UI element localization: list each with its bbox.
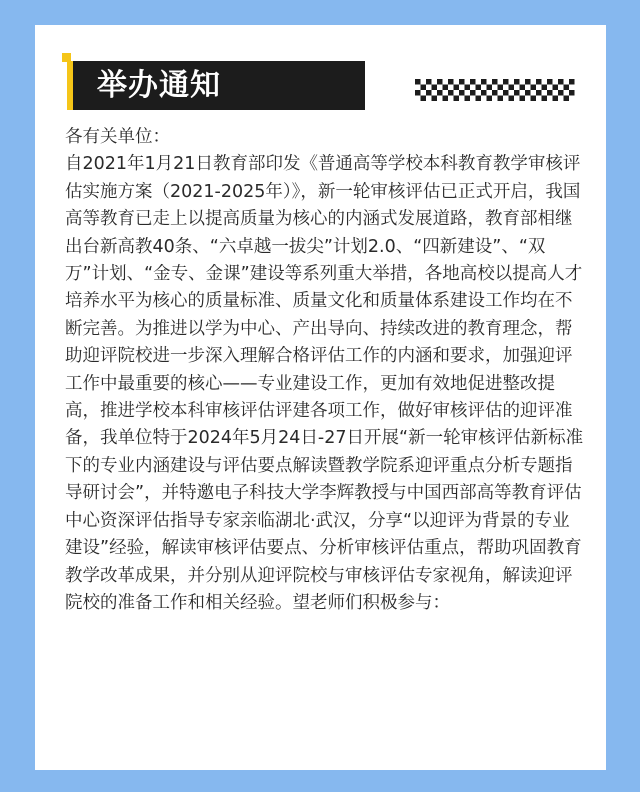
- salutation: 各有关单位：: [65, 127, 170, 147]
- notice-paragraph: 自2021年1月21日教育部印发《普通高等学校本科教育教学审核评估实施方案（2021-2025年）》，新一轮审核评估已正式开启，我国高等教育已走上以提高质量为核心的内涵式发展道路，教育部相继出台新高教40条、“六卓越一拔尖”计划2.0、“四新建设”、“双万”计划、“金专、金课”建设等系列重大举措，各地高校以提高人才培养水平为核心的质量标准、质量文化和质量体系建设工作均在不断完善。为推进以学为中心、产出导向、持续改进的教育理念，帮助迎评院校进一步深入理解合格评估工作的内涵和要求，加强迎评工作中最重要的核心——专业建设工作，更加有效地促进整改提高，推进学校本科审核评估评建各项工作，做好审核评估的迎评准备，我单位特于2024年5月24日-27日开展“新一轮审核评估新标准下的专业内涵建设与评估要点解读暨教学院系迎评重点分析专题指导研讨会”，并特邀电子科技大学李辉教授与中国西部高等教育评估中心资深评估指导专家亲临湖北·武汉，分享“以迎评为背景的专业建设”经验，解读审核评估要点、分析审核评估重点，帮助巩固教育教学改革成果，并分别从迎评院校与审核评估专家视角，解读迎评院校的准备工作和相关经验。望老师们积极参与：: [65, 154, 584, 613]
- title-banner: [67, 61, 365, 110]
- title-accent-stripe: [67, 61, 73, 110]
- notice-card: [35, 25, 606, 770]
- notice-title: 举办通知: [97, 68, 221, 103]
- notice-body: [65, 124, 585, 617]
- checkerboard-icon: [415, 79, 577, 101]
